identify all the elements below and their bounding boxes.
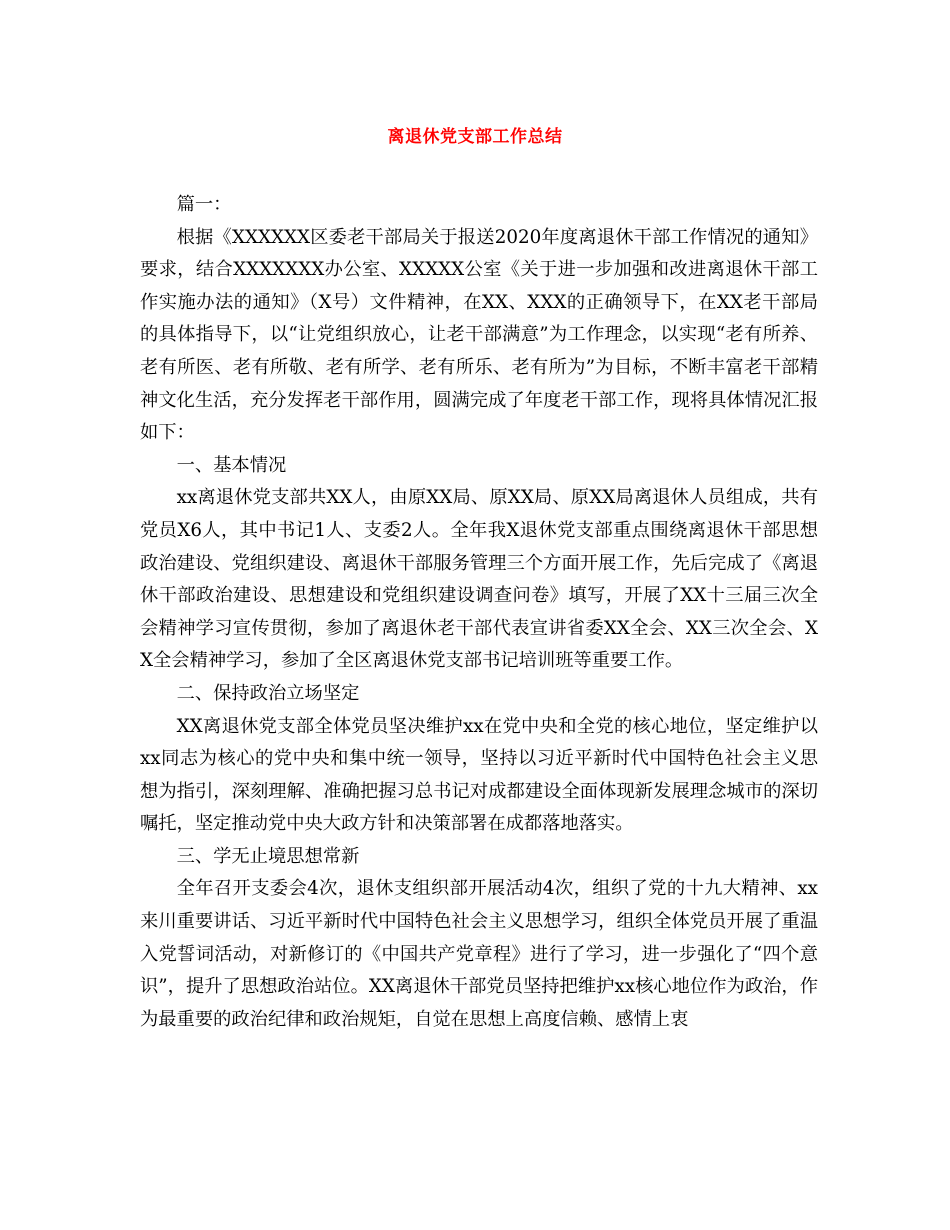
document-title: 离退休党支部工作总结 [387,127,563,147]
intro-paragraph: 根据《XXXXXX区委老干部局关于报送2020年度离退休干部工作情况的通知》要求，结合XXXXXXX办公室、XXXXX公室《关于进一步加强和改进离退休干部工作实施办法的通知》（X号）文件精神，在XX、XXX的正确领导下，在XX老干部局的具体指导下，以“让党组织放心，让老干部满意”为工作理念，以实现“老有所养、老有所医、老有所敬、老有所学、老有所乐、老有所为”为目标，不断丰富老干部精神文化生活，充分发挥老干部作用，圆满完成了年度老干部工作，现将具体情况汇报如下： [140,226,818,444]
section-heading-learning: 三、学无止境思想常新 [176,845,360,867]
learning-paragraph: 全年召开支委会4次，退休支组织部开展活动4次，组织了党的十九大精神、xx来川重要讲话、习近平新时代中国特色社会主义思想学习，组织全体党员开展了重温入党誓词活动，对新修订的《中国共产党章程》进行了学习，进一步强化了“四个意识”，提升了思想政治站位。XX离退休干部党员坚持把维护xx核心地位作为政治，作为最重要的政治纪律和政治规矩，自觉在思想上高度信赖、感情上衷 [140,878,818,1030]
document-body [140,189,818,1036]
basic-info-paragraph: xx离退休党支部共XX人，由原XX局、原XX局、原XX局离退休人员组成，共有党员X6人，其中书记1人、支委2人。全年我X退休党支部重点围绕离退休干部思想政治建设、党组织建设、离退休干部服务管理三个方面开展工作，先后完成了《离退休干部政治建设、思想建设和党组织建设调查问卷》填写，开展了XX十三届三次全会精神学习宣传贯彻，参加了离退休老干部代表宣讲省委XX全会、XX三次全会、XX全会精神学习，参加了全区离退休党支部书记培训班等重要工作。 [140,487,818,672]
section-heading-basic-info: 一、基本情况 [176,454,287,476]
section-heading-political-stance: 二、保持政治立场坚定 [176,682,360,704]
part-label: 篇一： [176,194,232,215]
political-stance-paragraph: XX离退休党支部全体党员坚决维护xx在党中央和全党的核心地位，坚定维护以xx同志为核心的党中央和集中统一领导，坚持以习近平新时代中国特色社会主义思想为指引，深刻理解、准确把握习总书记对成都建设全面体现新发展理念城市的深切嘱托，坚定推动党中央大政方针和决策部署在成都落地落实。 [140,715,818,835]
